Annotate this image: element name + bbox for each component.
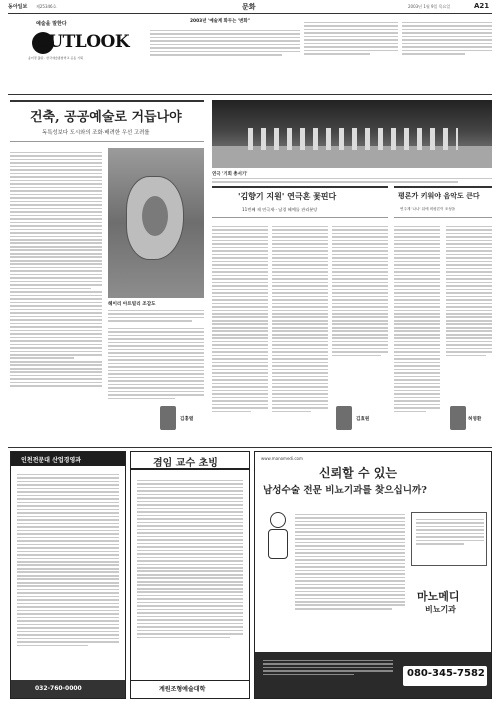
ad-right-info-lines xyxy=(416,517,484,547)
col2-author-photo xyxy=(336,406,352,430)
outlook-article-title: 2003년 '예술계 화두는 '변화'' xyxy=(190,19,251,24)
ad-mid-title: 겸임 교수 초빙 xyxy=(153,458,218,469)
theater-photo-caption-title: 연극 '기회 총서기' xyxy=(212,172,248,177)
ad-left-phone: 032-760-0000 xyxy=(35,685,82,692)
outlook-logo-block xyxy=(10,18,130,90)
ad-right-list xyxy=(295,512,405,611)
ad-right-headline-2: 남성수술 전문 비뇨기과를 찾으십니까? xyxy=(263,485,427,496)
outlook-tagline: 예술을 말한다 xyxy=(36,21,67,27)
ad-right-url: www.manomedi.com xyxy=(261,456,303,461)
ad-right-headline-1: 신뢰할 수 있는 xyxy=(319,466,397,480)
ad-right-cartoon-figure xyxy=(265,512,291,576)
ad-left xyxy=(10,451,126,699)
col2-subheadline: 11번째 제 연극제·· 남경 혜예를 관리분당 xyxy=(242,207,318,212)
author-photo xyxy=(160,406,176,430)
ad-mid-body xyxy=(137,478,243,640)
col2-body-c xyxy=(332,224,388,358)
ad-right-brand-sub: 비뇨기과 xyxy=(425,605,456,614)
section-name: 문화 xyxy=(242,3,256,11)
outlook-article-body xyxy=(150,28,300,58)
theater-stage-photo xyxy=(212,100,492,168)
col3-author-name: 허영환 xyxy=(468,417,482,422)
figure-body xyxy=(268,529,288,559)
theater-photo-caption xyxy=(212,176,492,185)
col3-article xyxy=(394,186,492,443)
main-article xyxy=(10,100,204,443)
outlook-article xyxy=(150,18,300,90)
aerial-photo-caption xyxy=(108,308,204,324)
page-number: A21 xyxy=(474,2,490,10)
aerial-photo xyxy=(108,148,204,298)
issue-number: 제25346호 xyxy=(36,4,57,9)
col2-body-b xyxy=(272,224,328,414)
col2-article xyxy=(212,186,388,443)
main-article-body-col2 xyxy=(108,326,204,401)
ad-mid xyxy=(130,451,250,699)
ad-right-info-box xyxy=(411,512,487,566)
ads-divider xyxy=(8,447,492,448)
figure-head xyxy=(270,512,286,528)
author-name: 김홍렬 xyxy=(180,417,194,422)
stage-actors xyxy=(248,128,458,150)
ad-mid-footer: 계원조형예술대학 xyxy=(159,686,206,693)
col2-author-name: 김효원 xyxy=(356,417,370,422)
main-article-subheadline: 독특성보다 도시와의 조화·배려한 우선 고려를 xyxy=(42,130,150,136)
col3-headline: 평론가 키워야 음악도 큰다 xyxy=(398,191,480,200)
masthead xyxy=(8,3,492,13)
outlook-logo: OUTLOOK xyxy=(34,32,130,52)
ad-right-footer-lines xyxy=(263,658,393,677)
main-article-body-col1 xyxy=(10,150,102,389)
col3-body-b xyxy=(446,224,492,358)
ad-left-body xyxy=(17,472,119,648)
ad-right xyxy=(254,451,492,699)
outlook-subline: 송미경 출판 · 한국예술종합학교 공동 기획 xyxy=(28,56,83,60)
aerial-photo-caption-title: 헤이리 아트빌리 조감도 xyxy=(108,302,156,307)
ad-right-phone: 080-345-7582 xyxy=(407,668,485,679)
col3-author-photo xyxy=(450,406,466,430)
main-article-headline: 건축, 공공예술로 거듭나야 xyxy=(30,110,182,125)
ad-mid-footer-rule xyxy=(131,680,249,681)
col2-headline: '김향기 지원' 연극혼 꽃핀다 xyxy=(238,191,337,201)
masthead-rule xyxy=(8,13,492,14)
paper-name: 동아일보 xyxy=(8,4,28,10)
outlook-divider xyxy=(8,94,492,95)
publication-date: 2003년 1월 9일 목요일 xyxy=(408,4,451,9)
ad-right-brand: 마노메디 xyxy=(417,590,460,603)
outlook-article-body-3 xyxy=(402,20,492,57)
ad-left-header-text: 인천전문대 산업경영과 xyxy=(21,457,82,464)
col3-subheadline: 연주계 '나나' 뒤에 비평론이 조성을 xyxy=(400,207,456,211)
aerial-photo-shape-inner xyxy=(142,196,168,236)
col3-body-a xyxy=(394,224,440,414)
outlook-article-body-2 xyxy=(304,20,398,57)
col2-body-a xyxy=(212,224,268,414)
